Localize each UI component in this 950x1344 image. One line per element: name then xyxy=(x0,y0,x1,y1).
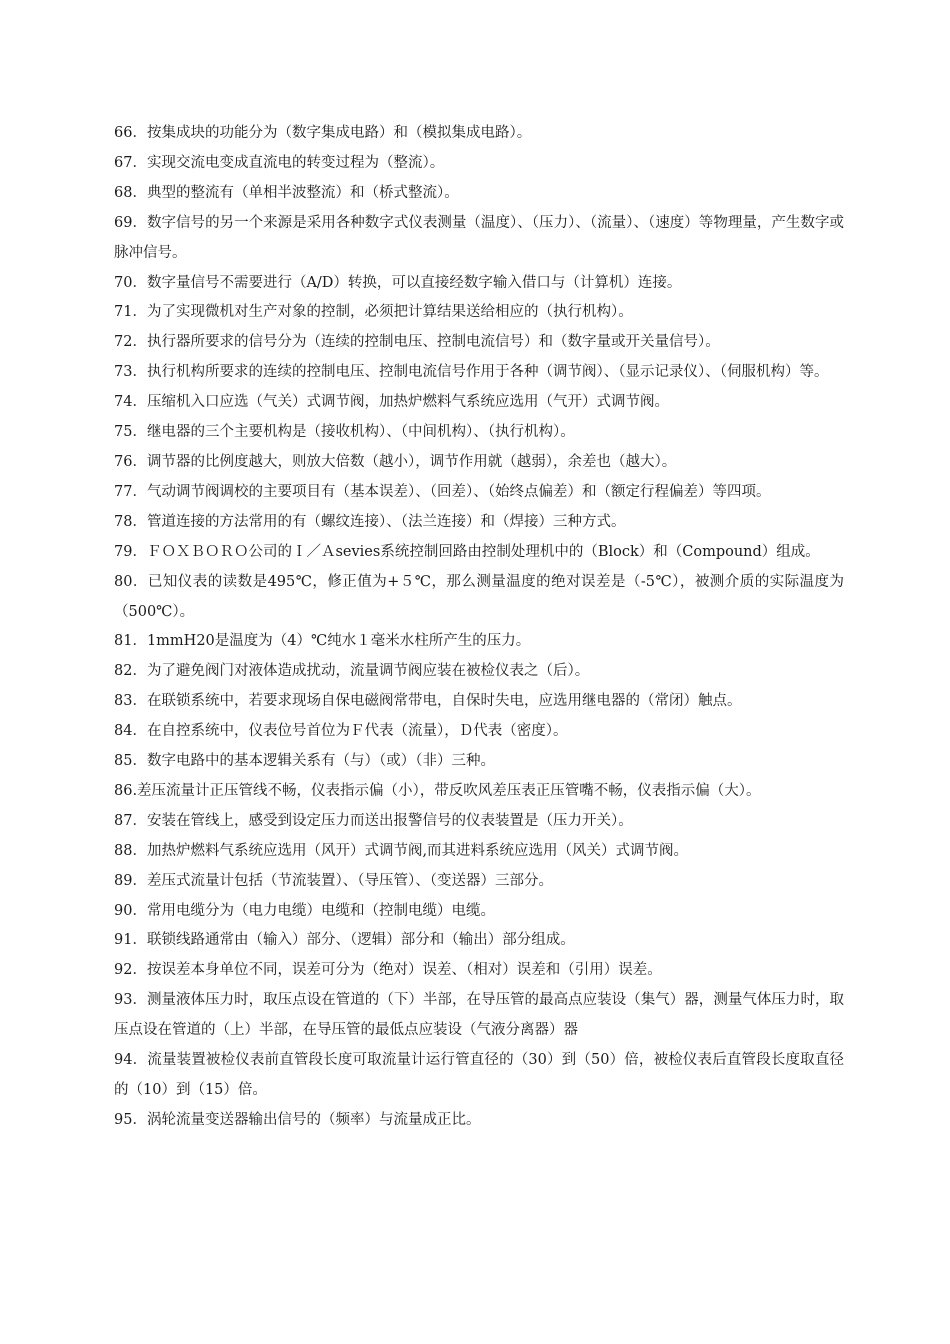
question-item-78: 78．管道连接的方法常用的有（螺纹连接）、（法兰连接）和（焊接）三种方式。 xyxy=(114,513,626,530)
question-item-74: 74．压缩机入口应选（气关）式调节阀，加热炉燃料气系统应选用（气开）式调节阀。 xyxy=(114,394,669,411)
question-item-88: 88．加热炉燃料气系统应选用（风开）式调节阀,而其进料系统应选用（风关）式调节阀。 xyxy=(114,842,689,859)
question-item-70: 70．数字量信号不需要进行（A/D）转换，可以直接经数字输入借口与（计算机）连接。 xyxy=(114,274,682,291)
question-item-66: 66．按集成块的功能分为（数字集成电路）和（模拟集成电路）。 xyxy=(114,125,532,141)
question-item-90: 90．常用电缆分为（电力电缆）电缆和（控制电缆）电缆。 xyxy=(114,902,495,919)
question-item-81: 81．1mmH20是温度为（4）℃纯水１毫米水柱所产生的压力。 xyxy=(114,633,531,650)
question-list xyxy=(114,119,844,1136)
question-item-67: 67．实现交流电变成直流电的转变过程为（整流）。 xyxy=(114,154,445,171)
question-item-86: 86.差压流量计正压管线不畅，仪表指示偏（小），带反吹风差压表正压管嘴不畅，仪表指示偏（大）。 xyxy=(114,782,761,799)
question-item-91: 91．联锁线路通常由（输入）部分、（逻辑）部分和（输出）部分组成。 xyxy=(114,932,575,949)
question-item-84: 84．在自控系统中，仪表位号首位为Ｆ代表（流量），Ｄ代表（密度）。 xyxy=(114,723,568,740)
question-item-79: 79．ＦＯＸＢＯＲＯ公司的Ｉ／Ａsevies系统控制回路由控制处理机中的（Block）和（Compound）组成。 xyxy=(114,543,820,560)
question-item-73: 73．执行机构所要求的连续的控制电压、控制电流信号作用于各种（调节阀）、（显示记录仪）、（伺服机构）等。 xyxy=(114,364,829,381)
question-item-69: 69．数字信号的另一个来源是采用各种数字式仪表测量（温度）、（压力）、（流量）、（速度）等物理量，产生数字或脉冲信号。 xyxy=(114,214,844,261)
question-item-93: 93．测量液体压力时，取压点设在管道的（下）半部，在导压管的最高点应装设（集气）器，测量气体压力时，取压点设在管道的（上）半部，在导压管的最低点应装设（气液分离器）器 xyxy=(114,992,844,1039)
question-item-71: 71．为了实现微机对生产对象的控制，必须把计算结果送给相应的（执行机构）。 xyxy=(114,304,633,321)
question-item-75: 75．继电器的三个主要机构是（接收机构）、（中间机构）、（执行机构）。 xyxy=(114,424,575,441)
question-item-85: 85．数字电路中的基本逻辑关系有（与）（或）（非）三种。 xyxy=(114,753,495,770)
question-item-87: 87．安装在管线上，感受到设定压力而送出报警信号的仪表装置是（压力开关）。 xyxy=(114,812,633,829)
question-item-72: 72．执行器所要求的信号分为（连续的控制电压、控制电流信号）和（数字量或开关量信号）。 xyxy=(114,334,720,351)
question-item-83: 83．在联锁系统中，若要求现场自保电磁阀常带电，自保时失电，应选用继电器的（常闭）触点。 xyxy=(114,693,742,710)
question-item-77: 77．气动调节阀调校的主要项目有（基本误差）、（回差）、（始终点偏差）和（额定行程偏差）等四项。 xyxy=(114,483,771,500)
question-item-95: 95．涡轮流量变送器输出信号的（频率）与流量成正比。 xyxy=(114,1111,481,1128)
question-item-94: 94．流量装置被检仪表前直管段长度可取流量计运行管直径的（30）到（50）倍，被检仪表后直管段长度取直径的（10）到（15）倍。 xyxy=(114,1052,844,1098)
question-item-89: 89．差压式流量计包括（节流装置）、（导压管）、（变送器）三部分。 xyxy=(114,872,553,889)
question-item-80: 80．已知仪表的读数是495℃，修正值为+５℃，那么测量温度的绝对误差是（-5℃），被测介质的实际温度为（500℃）。 xyxy=(114,573,844,620)
question-item-76: 76．调节器的比例度越大，则放大倍数（越小），调节作用就（越弱），余差也（越大）。 xyxy=(114,453,677,470)
question-item-82: 82．为了避免阀门对液体造成扰动，流量调节阀应装在被检仪表之（后）。 xyxy=(114,663,590,680)
question-item-92: 92．按误差本身单位不同，误差可分为（绝对）误差、（相对）误差和（引用）误差。 xyxy=(114,962,662,979)
question-item-68: 68．典型的整流有（单相半波整流）和（桥式整流）。 xyxy=(114,184,459,201)
